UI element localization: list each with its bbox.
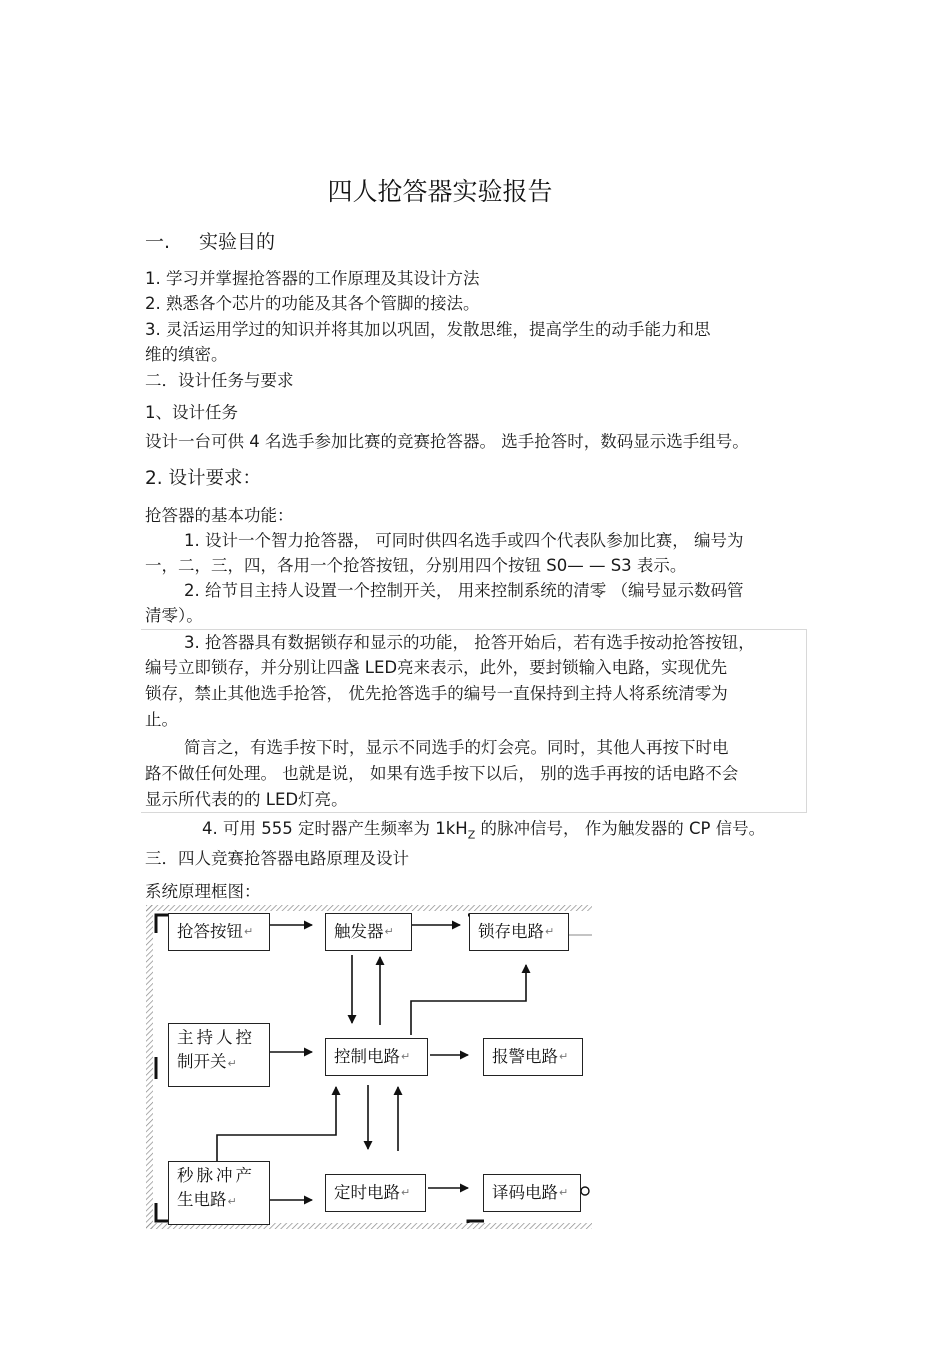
block-latch [469,913,569,951]
block-pulse-line-2: 生电路 [177,1190,227,1209]
diagram-label: 系统原理框图： [145,882,261,901]
goal-item-2: 2. 熟悉各个芯片的功能及其各个管脚的接法。 [145,294,480,313]
return-icon: ↵ [401,1186,411,1199]
req-2-line-1: 2. 给节目主持人设置一个控制开关， 用来控制系统的清零 （编号显示数码管 [184,581,744,600]
block-control [325,1038,428,1076]
block-host-switch-line-2: 制开关 [177,1052,227,1071]
system-block-diagram [146,905,592,1229]
block-pulse-line-1: 秒脉冲产 [177,1166,255,1185]
block-timer [325,1174,426,1212]
block-trigger [325,913,412,951]
section-3-heading: 三．四人竞赛抢答器电路原理及设计 [145,849,409,868]
block-pulse-generator [168,1161,270,1225]
block-host-switch-line-1: 主持人控 [177,1028,255,1047]
block-host-switch [168,1023,270,1087]
section-1-number: 一. [145,231,171,253]
block-trigger-label: 触发器 [334,922,384,941]
goal-item-1: 1. 学习并掌握抢答器的工作原理及其设计方法 [145,269,480,288]
req-3-line-3: 锁存，禁止其他选手抢答， 优先抢答选手的编号一直保持到主持人将系统清零为 [145,684,728,703]
block-timer-label: 定时电路 [334,1183,400,1202]
block-decoder [483,1174,581,1212]
return-icon: ↵ [401,1050,411,1063]
section-1-heading: 实验目的 [199,231,276,253]
return-icon: ↵ [559,1050,569,1063]
return-icon: ↵ [545,925,555,938]
block-answer-button [168,913,270,951]
req-4-subscript: Z [467,828,476,842]
block-alarm-label: 报警电路 [492,1047,558,1066]
return-icon: ↵ [384,925,394,938]
return-icon: ↵ [244,925,254,938]
goal-item-3: 3. 灵活运用学过的知识并将其加以巩固，发散思维，提高学生的动手能力和思 [145,320,711,339]
return-icon: ↵ [559,1186,569,1199]
frame-hatch-top [146,905,592,911]
req-1-line-1: 1. 设计一个智力抢答器， 可同时供四名选手或四个代表队参加比赛， 编号为 [184,531,744,550]
req-4-pre: 4. 可用 555 定时器产生频率为 1kH [202,819,468,838]
basic-functions-label: 抢答器的基本功能： [145,506,294,525]
req-1-line-2: 一，二，三，四，各用一个抢答按钮，分别用四个按钮 S0— — S3 表示。 [145,556,687,575]
decoder-output-node [581,1187,589,1195]
req-3-line-2: 编号立即锁存，并分别让四盏 LED亮来表示，此外，要封锁输入电路，实现优先 [145,658,728,677]
req-3-line-4: 止。 [145,710,178,729]
summary-line-1: 简言之，有选手按下时，显示不同选手的灯会亮。同时，其他人再按下时电 [184,738,729,757]
task-heading: 1、设计任务 [145,403,238,422]
section-2-heading: 二．设计任务与要求 [145,371,294,390]
edge-mark-bottom [468,1221,484,1223]
req-2-line-2: 清零）。 [145,606,203,625]
arrow-pulse-to-control [217,1087,336,1161]
requirements-heading: 2. 设计要求： [145,468,262,489]
block-decoder-label: 译码电路 [492,1183,558,1202]
req-4-post: 的脉冲信号， 作为触发器的 CP 信号。 [475,819,766,838]
return-icon: ↵ [227,1057,237,1070]
goal-item-3-cont: 维的缜密。 [145,345,228,364]
return-icon: ↵ [227,1195,237,1208]
req-3-line-1: 3. 抢答器具有数据锁存和显示的功能， 抢答开始后，若有选手按动抢答按钮， [184,633,755,652]
arrow-control-to-latch [411,965,526,1035]
block-answer-button-label: 抢答按钮 [177,922,243,941]
block-latch-label: 锁存电路 [478,922,544,941]
task-text: 设计一台可供 4 名选手参加比赛的竞赛抢答器。 选手抢答时，数码显示选手组号。 [145,432,749,451]
req-4-line [202,818,765,846]
summary-line-3: 显示所代表的的 LED灯亮。 [145,790,348,809]
page-title: 四人抢答器实验报告 [327,177,553,206]
block-control-label: 控制电路 [334,1047,400,1066]
frame-hatch-left [146,905,153,1229]
block-alarm [483,1038,583,1076]
summary-line-2: 路不做任何处理。 也就是说， 如果有选手按下以后， 别的选手再按的话电路不会 [145,764,739,783]
